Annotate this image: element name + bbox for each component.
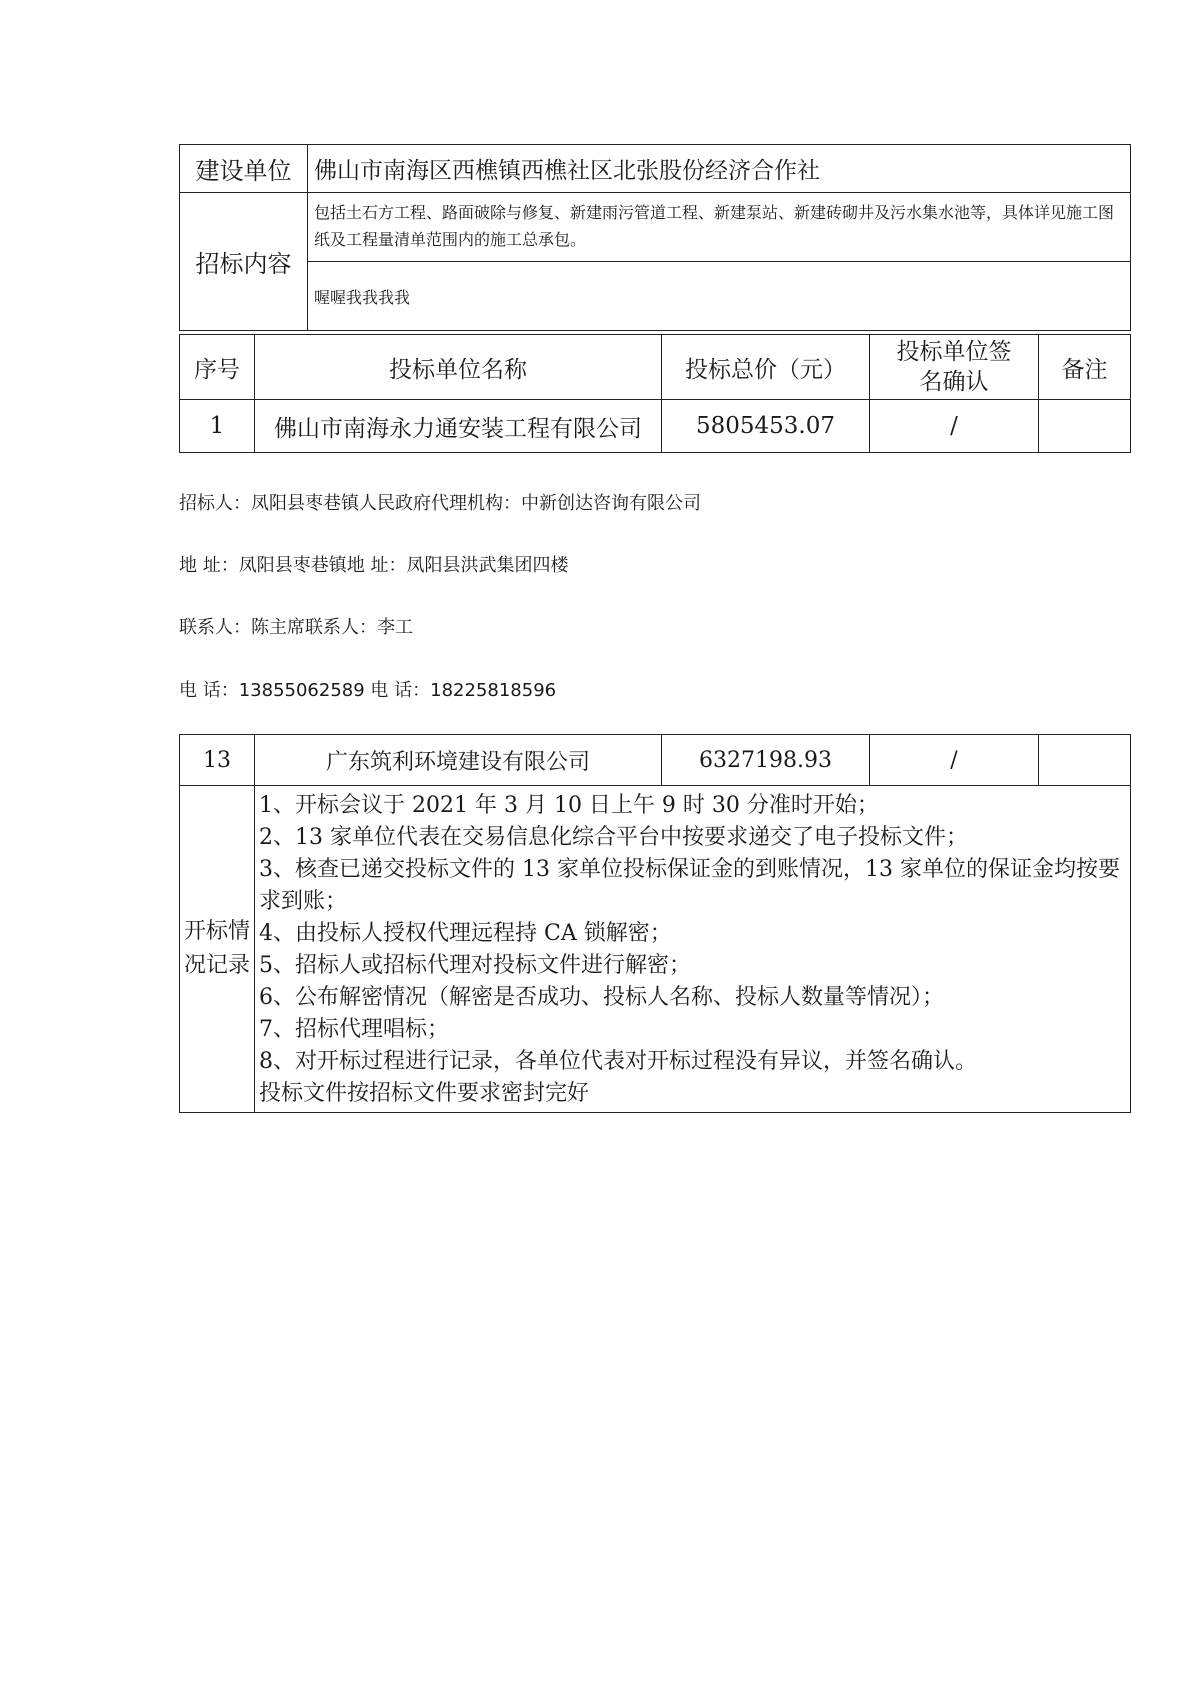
phone-line: 电 话：13855062589 电 话：18225818596 <box>179 680 557 701</box>
record-body <box>255 786 1131 1113</box>
scope-note-row <box>180 262 1131 331</box>
header-price: 投标总价（元） <box>662 335 870 400</box>
record-line: 2、13 家单位代表在交易信息化综合平台中按要求递交了电子投标文件； <box>259 825 968 850</box>
record-row <box>180 786 1131 1113</box>
header-name: 投标单位名称 <box>255 335 662 400</box>
record-line: 1、开标会议于 2021 年 3 月 10 日上午 9 时 30 分准时开始； <box>259 793 879 818</box>
owner-row <box>180 145 1131 193</box>
bid-table-header <box>180 335 1131 400</box>
header-note: 备注 <box>1039 335 1131 400</box>
row-seq: 1 <box>180 400 255 453</box>
record-line: 3、核查已递交投标文件的 13 家单位投标保证金的到账情况，13 家单位的保证金均按要求到账； <box>259 857 1120 914</box>
record-line: 4、由投标人授权代理远程持 CA 锁解密； <box>259 921 672 946</box>
row-name: 广东筑利环境建设有限公司 <box>255 735 662 786</box>
tenderer-line: 招标人：凤阳县枣巷镇人民政府代理机构：中新创达咨询有限公司 <box>179 493 701 514</box>
record-line: 5、招标人或招标代理对投标文件进行解密； <box>259 953 691 978</box>
row-sign: / <box>870 735 1039 786</box>
project-info-table <box>179 144 1131 331</box>
scope-label: 招标内容 <box>180 193 308 331</box>
owner-value: 佛山市南海区西樵镇西樵社区北张股份经济合作社 <box>308 145 1131 193</box>
contact-line: 联系人：陈主席联系人：李工 <box>179 617 413 638</box>
scope-note: 喔喔我我我我 <box>308 262 1131 331</box>
table-row <box>180 735 1131 786</box>
row-note <box>1039 735 1131 786</box>
table-row <box>180 400 1131 453</box>
header-sign: 投标单位签名确认 <box>870 335 1039 400</box>
scope-row <box>180 193 1131 262</box>
row-price: 6327198.93 <box>662 735 870 786</box>
record-line: 7、招标代理唱标； <box>259 1017 449 1042</box>
row-sign: / <box>870 400 1039 453</box>
address-line: 地 址：凤阳县枣巷镇地 址：凤阳县洪武集团四楼 <box>179 555 569 576</box>
record-label: 开标情况记录 <box>180 786 255 1113</box>
record-line: 投标文件按招标文件要求密封完好 <box>259 1081 590 1106</box>
owner-label: 建设单位 <box>180 145 308 193</box>
record-line: 8、对开标过程进行记录，各单位代表对开标过程没有异议，并签名确认。 <box>259 1049 977 1074</box>
row-name: 佛山市南海永力通安装工程有限公司 <box>255 400 662 453</box>
bid-record-table <box>179 734 1131 1113</box>
bid-table <box>179 334 1131 453</box>
scope-value: 包括土石方工程、路面破除与修复、新建雨污管道工程、新建泵站、新建砖砌井及污水集水池等，具体详见施工图纸及工程量清单范围内的施工总承包。 <box>308 193 1131 262</box>
row-note <box>1039 400 1131 453</box>
row-seq: 13 <box>180 735 255 786</box>
header-seq: 序号 <box>180 335 255 400</box>
row-price: 5805453.07 <box>662 400 870 453</box>
record-line: 6、公布解密情况（解密是否成功、投标人名称、投标人数量等情况）； <box>259 985 944 1010</box>
